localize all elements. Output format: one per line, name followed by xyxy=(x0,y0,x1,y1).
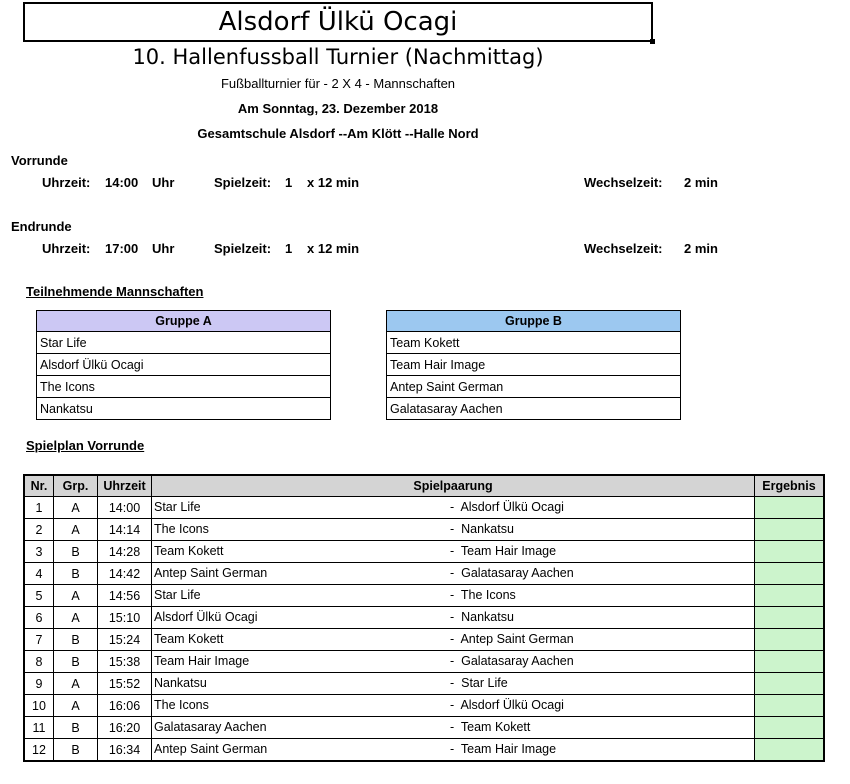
match-time: 14:00 xyxy=(98,497,152,519)
match-number: 6 xyxy=(24,607,54,629)
pairing-separator: - xyxy=(450,654,455,668)
away-team-name: Alsdorf Ülkü Ocagi xyxy=(460,500,564,514)
home-team: Nankatsu xyxy=(154,676,207,690)
away-team xyxy=(450,541,556,562)
result-cell[interactable] xyxy=(755,651,825,673)
match-group: B xyxy=(54,739,98,762)
tournament-subtitle: 10. Hallenfussball Turnier (Nachmittag) xyxy=(132,45,544,69)
table-row xyxy=(24,607,824,629)
home-team: Antep Saint German xyxy=(154,742,268,756)
round-play-count: 1 xyxy=(285,175,293,190)
home-team: Team Kokett xyxy=(154,632,224,646)
match-time: 14:28 xyxy=(98,541,152,563)
col-header-nr: Nr. xyxy=(24,475,54,497)
match-number: 8 xyxy=(24,651,54,673)
home-team: Team Hair Image xyxy=(154,654,250,668)
match-group: A xyxy=(54,585,98,607)
away-team xyxy=(450,607,514,628)
table-row xyxy=(24,629,824,651)
away-team-name: Galatasaray Aachen xyxy=(461,566,574,580)
schedule-heading: Spielplan Vorrunde xyxy=(26,438,145,453)
match-group: B xyxy=(54,717,98,739)
match-time: 15:10 xyxy=(98,607,152,629)
tournament-venue: Gesamtschule Alsdorf --Am Klött --Halle Nord xyxy=(197,126,479,141)
match-time: 15:24 xyxy=(98,629,152,651)
match-time: 16:34 xyxy=(98,739,152,762)
group-a-table xyxy=(36,310,331,420)
result-cell[interactable] xyxy=(755,563,825,585)
home-team: Galatasaray Aachen xyxy=(154,720,267,734)
col-header-result: Ergebnis xyxy=(755,475,825,497)
home-team: Star Life xyxy=(154,500,201,514)
home-team: Alsdorf Ülkü Ocagi xyxy=(154,610,258,624)
match-pairing xyxy=(152,651,755,673)
away-team xyxy=(450,673,508,694)
away-team-name: Team Hair Image xyxy=(460,742,557,756)
teams-heading: Teilnehmende Mannschaften xyxy=(26,284,204,299)
result-cell[interactable] xyxy=(755,629,825,651)
match-group: B xyxy=(54,563,98,585)
result-cell[interactable] xyxy=(755,585,825,607)
table-row xyxy=(24,585,824,607)
result-cell[interactable] xyxy=(755,717,825,739)
pairing-separator: - xyxy=(450,610,455,624)
table-row xyxy=(24,673,824,695)
round-play-count: 1 xyxy=(285,241,293,256)
round-play-length: x 12 min xyxy=(307,241,360,256)
round-time: 17:00 xyxy=(105,241,139,256)
result-cell[interactable] xyxy=(755,739,825,762)
round-change-length: 2 min xyxy=(684,241,718,256)
match-pairing xyxy=(152,497,755,519)
round-play-label: Spielzeit: xyxy=(214,241,272,256)
away-team-name: Team Kokett xyxy=(460,720,531,734)
group-a-team: Alsdorf Ülkü Ocagi xyxy=(37,354,331,376)
away-team xyxy=(450,739,556,760)
table-row xyxy=(24,497,824,519)
home-team: The Icons xyxy=(154,698,209,712)
away-team-name: Nankatsu xyxy=(461,522,514,536)
schedule-table xyxy=(23,474,825,762)
away-team-name: Antep Saint German xyxy=(460,632,574,646)
pairing-separator: - xyxy=(450,588,455,602)
match-pairing xyxy=(152,629,755,651)
match-pairing xyxy=(152,563,755,585)
table-row xyxy=(24,717,824,739)
group-b-team: Team Hair Image xyxy=(387,354,681,376)
home-team: The Icons xyxy=(154,522,209,536)
table-row xyxy=(24,563,824,585)
table-row xyxy=(24,541,824,563)
match-pairing xyxy=(152,695,755,717)
match-pairing xyxy=(152,585,755,607)
result-cell[interactable] xyxy=(755,607,825,629)
table-row xyxy=(24,651,824,673)
match-group: B xyxy=(54,651,98,673)
match-time: 15:38 xyxy=(98,651,152,673)
away-team xyxy=(450,585,516,606)
group-b-team: Antep Saint German xyxy=(387,376,681,398)
result-cell[interactable] xyxy=(755,673,825,695)
match-number: 4 xyxy=(24,563,54,585)
away-team xyxy=(450,629,574,650)
tournament-date: Am Sonntag, 23. Dezember 2018 xyxy=(237,101,439,116)
match-group: A xyxy=(54,607,98,629)
pairing-separator: - xyxy=(450,698,455,712)
away-team-name: Team Hair Image xyxy=(460,544,557,558)
result-cell[interactable] xyxy=(755,497,825,519)
match-group: B xyxy=(54,629,98,651)
round-play-label: Spielzeit: xyxy=(214,175,272,190)
match-number: 1 xyxy=(24,497,54,519)
away-team xyxy=(450,519,514,540)
match-pairing xyxy=(152,519,755,541)
match-group: B xyxy=(54,541,98,563)
match-number: 2 xyxy=(24,519,54,541)
away-team-name: The Icons xyxy=(460,588,516,602)
away-team-name: Star Life xyxy=(461,676,508,690)
group-a-header: Gruppe A xyxy=(37,311,331,332)
group-b-team: Galatasaray Aachen xyxy=(387,398,681,420)
match-time: 14:56 xyxy=(98,585,152,607)
match-time: 14:42 xyxy=(98,563,152,585)
match-group: A xyxy=(54,673,98,695)
match-number: 11 xyxy=(24,717,54,739)
table-row xyxy=(24,739,824,762)
away-team-name: Alsdorf Ülkü Ocagi xyxy=(460,698,564,712)
round-name-final: Endrunde xyxy=(11,219,72,234)
pairing-separator: - xyxy=(450,500,455,514)
match-time: 16:06 xyxy=(98,695,152,717)
table-row xyxy=(24,695,824,717)
round-time: 14:00 xyxy=(105,175,139,190)
result-cell[interactable] xyxy=(755,519,825,541)
round-time-label: Uhrzeit: xyxy=(42,175,91,190)
match-number: 3 xyxy=(24,541,54,563)
group-b-header: Gruppe B xyxy=(387,311,681,332)
match-time: 14:14 xyxy=(98,519,152,541)
match-group: A xyxy=(54,497,98,519)
pairing-separator: - xyxy=(450,742,455,756)
round-name-prelim: Vorrunde xyxy=(11,153,68,168)
group-b-team: Team Kokett xyxy=(387,332,681,354)
match-number: 5 xyxy=(24,585,54,607)
away-team-name: Galatasaray Aachen xyxy=(461,654,574,668)
match-pairing xyxy=(152,607,755,629)
pairing-separator: - xyxy=(450,632,455,646)
result-cell[interactable] xyxy=(755,541,825,563)
pairing-separator: - xyxy=(450,522,455,536)
match-group: A xyxy=(54,695,98,717)
away-team xyxy=(450,695,564,716)
home-team: Team Kokett xyxy=(154,544,224,558)
round-change-label: Wechselzeit: xyxy=(584,241,663,256)
round-change-length: 2 min xyxy=(684,175,718,190)
match-number: 12 xyxy=(24,739,54,762)
group-a-team: Star Life xyxy=(37,332,331,354)
round-change-label: Wechselzeit: xyxy=(584,175,663,190)
match-number: 10 xyxy=(24,695,54,717)
away-team xyxy=(450,497,564,518)
match-pairing xyxy=(152,673,755,695)
tournament-format: Fußballturnier für - 2 X 4 - Mannschaften xyxy=(220,76,456,91)
col-header-group: Grp. xyxy=(54,475,98,497)
away-team-name: Nankatsu xyxy=(461,610,514,624)
home-team: Antep Saint German xyxy=(154,566,268,580)
table-row xyxy=(24,519,824,541)
away-team xyxy=(450,563,574,584)
group-a-team: Nankatsu xyxy=(37,398,331,420)
away-team xyxy=(450,651,574,672)
round-play-length: x 12 min xyxy=(307,175,360,190)
match-number: 9 xyxy=(24,673,54,695)
away-team xyxy=(450,717,530,738)
match-pairing xyxy=(152,739,755,762)
home-team: Star Life xyxy=(154,588,201,602)
pairing-separator: - xyxy=(450,566,455,580)
match-number: 7 xyxy=(24,629,54,651)
match-pairing xyxy=(152,717,755,739)
col-header-time: Uhrzeit xyxy=(98,475,152,497)
round-time-label: Uhrzeit: xyxy=(42,241,91,256)
col-header-match: Spielpaarung xyxy=(152,475,755,497)
match-pairing xyxy=(152,541,755,563)
page-title: Alsdorf Ülkü Ocagi xyxy=(23,2,653,42)
pairing-separator: - xyxy=(450,544,455,558)
match-group: A xyxy=(54,519,98,541)
match-time: 15:52 xyxy=(98,673,152,695)
group-b-table xyxy=(386,310,681,420)
match-time: 16:20 xyxy=(98,717,152,739)
round-uhr: Uhr xyxy=(152,241,175,256)
pairing-separator: - xyxy=(450,676,455,690)
group-a-team: The Icons xyxy=(37,376,331,398)
pairing-separator: - xyxy=(450,720,455,734)
result-cell[interactable] xyxy=(755,695,825,717)
round-uhr: Uhr xyxy=(152,175,175,190)
